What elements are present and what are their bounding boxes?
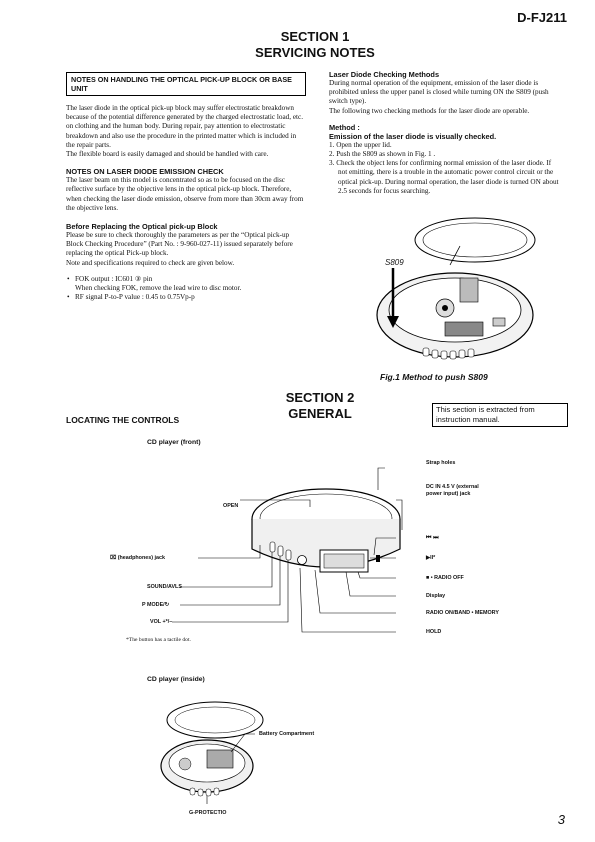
rf-line: RF signal P-to-P value : 0.45 to 0.75Vp-p <box>75 293 195 302</box>
section2-title-line1: SECTION 2 <box>285 390 355 405</box>
servicing-notes-left <box>66 72 306 302</box>
extract-note-box: This section is extracted from instruction manual. <box>432 403 568 427</box>
fig1-caption: Fig.1 Method to push S809 <box>380 372 488 382</box>
section1-title <box>220 29 410 61</box>
label-g-protection: G-PROTECTIO <box>189 810 227 816</box>
label-vol: VOL +*/– <box>150 619 173 625</box>
locating-controls-heading: LOCATING THE CONTROLS <box>66 415 180 425</box>
replacing-text-2: Note and specifications required to check are given below. <box>66 258 235 267</box>
replacing-text: Please be sure to check thoroughly the parameters as per the “Optical pick-up Block Checking Procedure” (Part No. : 9-960-027-11) issued separately before replacing the optical Pick-up block. <box>66 231 293 258</box>
fok-line: FOK output : IC601 ③ pin <box>75 274 153 283</box>
model-number: D-FJ211 <box>517 10 567 25</box>
label-stop-radio-off: ■ • RADIO OFF <box>426 575 464 581</box>
method-subheading: Emission of the laser diode is visually checked. <box>329 131 497 141</box>
spec-list <box>66 275 306 303</box>
label-battery-compartment: Battery Compartment <box>259 731 315 737</box>
label-display: Display <box>426 593 446 599</box>
servicing-notes-right <box>329 70 559 196</box>
pickup-block <box>460 278 478 302</box>
display-lcd <box>324 554 364 568</box>
handling-text: The laser diode in the optical pick-up block may suffer electrostatic breakdown because of the potential difference generated by the charged electrostatic load, etc. on clothing and the human body. During repair, pay attention to electrostatic breakdown and also use the procedure in the printed matter which is included in the repair parts. <box>66 104 304 149</box>
label-radio-band-memory: RADIO ON/BAND • MEMORY <box>426 610 499 616</box>
emission-text: The laser beam on this model is concentrated so as to be focused on the disc reflective surface by the objective lens in the optical pick-up block. Therefore, when checking the laser diode emission, observe from more than 30cm away from the objective lens. <box>66 176 304 212</box>
label-strap-holes: Strap holes <box>426 460 456 466</box>
list-item: 2. Push the S809 as shown in Fig. 1 . <box>329 150 436 159</box>
leader-stop <box>358 572 396 578</box>
list-item: 1. Open the upper lid. <box>329 140 392 149</box>
leader-sound <box>180 552 272 587</box>
fok-sub: When checking FOK, remove the lead wire to disc motor. <box>75 284 242 293</box>
front-heading: CD player (front) <box>147 439 201 446</box>
label-dc-in: DC IN 4.5 V (external power input) jack <box>426 484 479 497</box>
replacing-heading: Before Replacing the Optical pick-up Block <box>66 222 218 232</box>
laser-check-text: During normal operation of the equipment, emission of the laser diode is prohibited unless the upper panel is closed while turning ON the S809 (push switch type). <box>329 79 549 106</box>
board-block <box>445 322 483 336</box>
leader-strap <box>378 468 385 490</box>
button-side-3 <box>286 550 291 560</box>
tactile-note: *The button has a tactile dot. <box>126 637 191 643</box>
laser-check-heading: Laser Diode Checking Methods <box>329 70 440 79</box>
handling-text-2: The flexible board is easily damaged and should be handled with care. <box>66 150 269 159</box>
fig1-label: S809 <box>385 258 404 267</box>
section2-title-line2: GENERAL <box>288 406 352 421</box>
leader-vol <box>172 560 288 622</box>
leader-display <box>346 572 396 596</box>
section2-title <box>230 390 410 422</box>
label-open: OPEN <box>223 503 239 509</box>
label-skip: ⏮ ⏭ <box>426 535 439 541</box>
leader-pmode <box>180 556 280 605</box>
leader-hold <box>300 568 396 632</box>
inside-spindle <box>179 758 191 770</box>
list-item <box>66 275 306 293</box>
button-side-1 <box>270 542 275 552</box>
label-p-mode: P MODE/↻ <box>142 602 170 608</box>
laser-check-text-2: The following two checking methods for the laser diode are operable. <box>329 106 530 115</box>
spindle-center <box>442 305 448 311</box>
section1-title-line2: SERVICING NOTES <box>255 45 375 60</box>
method-steps <box>329 141 559 196</box>
label-play: ▶II* <box>426 555 436 561</box>
inside-heading: CD player (inside) <box>147 676 205 683</box>
button-side-2 <box>278 546 283 556</box>
method-heading: Method : <box>329 122 360 132</box>
jack <box>376 555 380 562</box>
handling-notes-box: NOTES ON HANDLING THE OPTICAL PICK-UP BLOCK OR BASE UNIT <box>66 72 306 96</box>
switch-s809 <box>493 318 505 326</box>
fig1-illustration <box>365 210 540 370</box>
button-play <box>298 556 307 565</box>
section1-title-line1: SECTION 1 <box>280 29 350 44</box>
list-item: 3. Check the object lens for confirming normal emission of the laser diode. If not emitting, there is a trouble in the automatic power control circuit or the optical pick-up. During normal operation, the laser diode is turned ON about 2.5 seconds for focus searching. <box>329 159 559 195</box>
cd-inside-illustration <box>145 690 275 810</box>
lid-shape <box>415 218 535 262</box>
label-hold: HOLD <box>426 629 442 635</box>
label-sound-avls: SOUND/AVLS <box>147 584 182 590</box>
battery-compartment <box>207 750 233 768</box>
list-item <box>66 293 306 302</box>
page-number: 3 <box>557 812 565 827</box>
leader-headphones <box>198 545 260 558</box>
leader-radio <box>315 570 396 613</box>
label-headphones-jack: ⌧ (headphones) jack <box>110 555 166 561</box>
inside-lid <box>167 702 263 738</box>
emission-heading: NOTES ON LASER DIODE EMISSION CHECK <box>66 167 224 177</box>
